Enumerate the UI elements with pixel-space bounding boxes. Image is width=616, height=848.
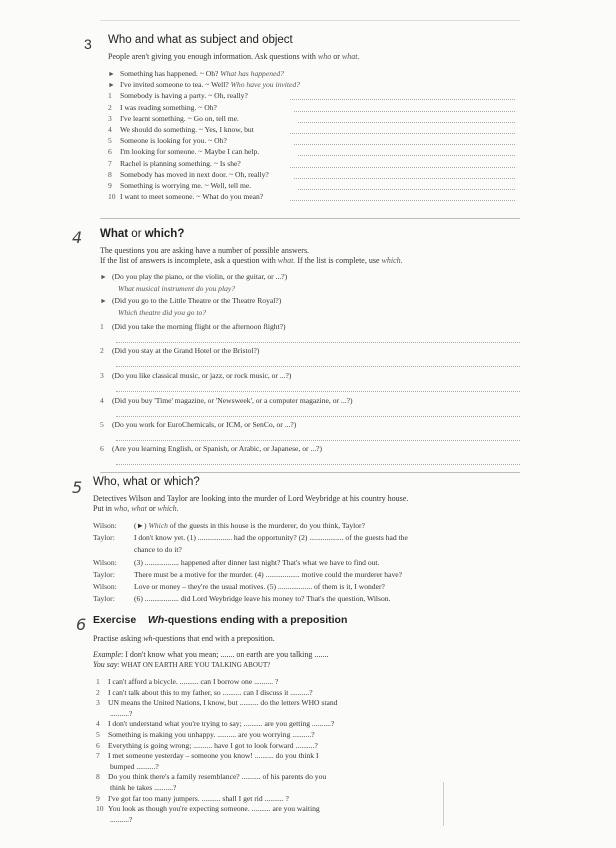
item-text: I can't afford a bicycle. .......... can I borrow one .......... ? xyxy=(108,677,279,686)
item-number: 7 xyxy=(108,158,112,168)
title-or: or xyxy=(128,228,145,240)
item-text: Someone is looking for you. ~ Oh? xyxy=(120,136,227,146)
exercise-row xyxy=(100,346,259,355)
item-text: bumped ..........? xyxy=(110,761,159,771)
exercise-row xyxy=(100,444,322,453)
item-text: I can't talk about this to my father, so .......... can I discuss it ..........? xyxy=(108,687,313,697)
item-number: 1 xyxy=(108,91,112,101)
exercise-row xyxy=(96,688,313,697)
exercise-row xyxy=(96,772,326,781)
item-text: We should do something. ~ Yes, I know, but xyxy=(120,125,254,134)
title-exercise: Exercise xyxy=(93,614,137,626)
intro-text: If the list is complete, use xyxy=(295,256,382,265)
intro-what: what. xyxy=(277,256,296,265)
exercise-row xyxy=(110,815,132,824)
section-6-number: 6 xyxy=(76,615,87,634)
item-text: I'm looking for someone. ~ Maybe I can help. xyxy=(120,147,260,157)
item-question: (Did you take the morning flight or the afternoon flight?) xyxy=(112,322,286,331)
exercise-row xyxy=(96,719,334,728)
exercise-row xyxy=(96,741,318,750)
margin-mark xyxy=(443,782,444,826)
example-row xyxy=(108,80,300,90)
example-marker: ► xyxy=(100,273,107,281)
example-answer: What musical instrument do you play? xyxy=(118,284,236,293)
speaker-name: Wilson: xyxy=(93,558,117,567)
item-number: 3 xyxy=(108,113,112,123)
section-5-title: Who, what or which? xyxy=(93,476,200,488)
item-number: 9 xyxy=(108,181,112,190)
exercise-row xyxy=(108,159,241,168)
exercise-row xyxy=(108,136,227,145)
dialogue-line xyxy=(134,582,385,591)
answer-line xyxy=(294,111,515,112)
item-number: 1 xyxy=(96,677,100,686)
exercise-row xyxy=(108,91,248,100)
item-number: 3 xyxy=(100,371,104,380)
item-text: Somebody is having a party. ~ Oh, really? xyxy=(120,91,248,101)
dialogue-line xyxy=(134,594,391,603)
speaker-name: Wilson: xyxy=(93,521,117,530)
item-text: think he takes ..........? xyxy=(110,783,177,792)
dialogue-text: (3) .................. happened after dinner last night? That's what we have to find out. xyxy=(134,558,380,567)
exercise-row xyxy=(96,804,320,813)
instructions-who: who xyxy=(317,52,332,61)
example-row xyxy=(100,272,287,282)
intro-who-what: who, what xyxy=(113,504,147,513)
item-question: (Do you work for EuroChemicals, or ICM, or SenCo, or ...?) xyxy=(112,420,297,429)
answer-line xyxy=(294,144,515,145)
section-5-intro-2 xyxy=(93,504,179,514)
item-text: Do you think there's a family resemblance? .......... of his parents do you xyxy=(108,772,327,782)
say-label: You say xyxy=(93,660,118,669)
dialogue-text: chance to do it? xyxy=(134,545,182,554)
item-number: 4 xyxy=(100,396,104,405)
item-number: 3 xyxy=(96,698,100,708)
item-number: 6 xyxy=(96,740,100,750)
item-text: I want to meet someone. ~ What do you mean? xyxy=(120,192,264,202)
example-marker: ► xyxy=(100,297,107,305)
example-marker: ► xyxy=(108,70,115,78)
example-answer: What has happened? xyxy=(220,69,284,78)
item-number: 4 xyxy=(108,125,112,134)
item-text: Something is worrying me. ~ Well, tell me. xyxy=(120,181,252,190)
item-question: (Did you buy 'Time' magazine, or 'Newsweek', or a computer magazine, or ...?) xyxy=(112,396,353,405)
item-text: Somebody has moved in next door. ~ Oh, really? xyxy=(120,169,269,179)
dialogue-line xyxy=(134,558,379,567)
item-number: 10 xyxy=(96,804,104,814)
item-number: 7 xyxy=(96,751,100,761)
answer-line xyxy=(298,189,515,190)
intro-wh: wh xyxy=(143,634,153,643)
speaker-name: Taylor: xyxy=(93,533,115,542)
title-what: What xyxy=(100,228,129,240)
section-5-intro-1: Detectives Wilson and Taylor are looking into the murder of Lord Weybridge at his country house. xyxy=(93,494,409,503)
top-rule xyxy=(100,20,520,21)
answer-line xyxy=(298,122,515,123)
speaker-name: Taylor: xyxy=(93,570,115,579)
item-text: You look as though you're expecting someone. .......... are you waiting xyxy=(108,804,320,814)
exercise-row xyxy=(108,125,254,134)
section-6-example xyxy=(93,650,328,660)
section-4-intro-1: The questions you are asking have a number of possible answers. xyxy=(100,246,310,255)
dialogue-line xyxy=(134,545,182,554)
title-wh: Wh xyxy=(147,614,165,626)
item-number: 8 xyxy=(96,772,100,782)
title-rest: -questions ending with a preposition xyxy=(164,614,348,626)
example-row xyxy=(108,69,284,79)
exercise-row xyxy=(110,762,159,771)
exercise-row xyxy=(96,794,289,803)
answer-line xyxy=(290,99,515,100)
example-question: (Do you play the piano, or the violin, or the guitar, or ...?) xyxy=(112,272,288,281)
example-text: Something has happened. ~ Oh? xyxy=(120,69,221,78)
item-question: (Are you learning English, or Spanish, or Arabic, or Japanese, or ...?) xyxy=(112,444,323,453)
section-divider xyxy=(100,218,520,219)
section-5-number: 5 xyxy=(72,478,83,497)
item-text: ..........? xyxy=(110,708,133,718)
exercise-row xyxy=(100,420,296,429)
answer-line xyxy=(290,133,515,134)
dialogue-text: (6) .................. did Lord Weybridge leave his money to? That's the question, Wilson. xyxy=(134,594,391,603)
item-text: I've learnt something. ~ Go on, tell me. xyxy=(120,113,239,123)
exercise-row xyxy=(96,698,337,707)
exercise-row xyxy=(96,677,278,686)
exercise-row xyxy=(96,730,315,739)
example-label: Example xyxy=(93,650,121,659)
example-text: I've invited someone to tea. ~ Well? xyxy=(120,80,231,90)
instructions-text: People aren't giving you enough information. Ask questions with xyxy=(108,52,318,61)
dialogue-line xyxy=(134,533,408,542)
exercise-row xyxy=(108,181,251,190)
section-6-title xyxy=(93,614,347,626)
item-text: UN means the United Nations, I know, but .......... do the letters WHO stand xyxy=(108,698,338,708)
item-text: I've got far too many jumpers. .......... shall I get rid .......... ? xyxy=(108,793,289,803)
item-number: 5 xyxy=(96,730,100,739)
dialogue-text: I don't know yet. (1) .................. had the opportunity? (2) .................. of the guests had the xyxy=(134,533,408,542)
answer-line xyxy=(298,155,515,156)
section-4-number: 4 xyxy=(72,228,83,247)
example-question: (Did you go to the Little Theatre or the Theatre Royal?) xyxy=(112,296,282,305)
dialogue-text: Love or money – they're the usual motives. (5) .................. of them is it, I wonder? xyxy=(134,582,385,591)
section-6-say xyxy=(93,660,270,670)
item-question: (Did you stay at the Grand Hotel or the Bristol?) xyxy=(112,346,260,355)
exercise-row xyxy=(100,322,286,331)
exercise-row xyxy=(108,103,217,112)
dialogue-text: of the guests in this house is the murderer, do you think, Taylor? xyxy=(167,521,365,530)
intro-text: Put in xyxy=(93,504,114,513)
item-text: Rachel is planning something. ~ Is she? xyxy=(120,158,241,168)
intro-text: -questions that end with a preposition. xyxy=(152,634,275,643)
title-which: which? xyxy=(144,228,185,240)
exercise-row xyxy=(100,396,353,405)
answer-line xyxy=(116,440,520,441)
item-number: 8 xyxy=(108,169,112,179)
answer-line xyxy=(294,178,515,179)
example-text: : I don't know what you mean; ....... on earth are you talking ....... xyxy=(121,650,329,659)
instructions-what: what. xyxy=(341,52,360,61)
section-6-intro xyxy=(93,634,275,644)
item-number: 1 xyxy=(100,322,104,331)
answer-line xyxy=(116,416,520,417)
item-text: ..........? xyxy=(110,814,133,824)
dialogue-text: (►) xyxy=(134,521,149,530)
answer-line xyxy=(116,342,520,343)
answer-line xyxy=(116,464,520,465)
dialogue-answer: Which xyxy=(148,521,168,530)
item-number: 2 xyxy=(96,687,100,697)
exercise-row xyxy=(108,192,263,201)
section-4-intro-2 xyxy=(100,256,403,266)
example-answer: Which theatre did you go to? xyxy=(118,308,207,317)
speaker-name: Taylor: xyxy=(93,594,115,603)
answer-line xyxy=(116,391,520,392)
exercise-row xyxy=(110,709,132,718)
item-number: 4 xyxy=(96,719,100,729)
item-number: 9 xyxy=(96,793,100,803)
item-number: 2 xyxy=(108,102,112,112)
exercise-row xyxy=(96,751,318,760)
item-text: I met someone yesterday – someone you know! .......... do you think I xyxy=(108,751,319,761)
item-text: I don't understand what you're trying to say; .......... are you getting ..........? xyxy=(108,719,335,729)
item-question: (Do you like classical music, or jazz, or rock music, or ...?) xyxy=(112,371,292,380)
item-text: Something is making you unhappy. .......... are you worrying ..........? xyxy=(108,730,315,739)
instructions-or: or xyxy=(331,52,342,61)
section-3-instructions xyxy=(108,52,359,62)
exercise-row xyxy=(108,170,269,179)
example-row xyxy=(100,296,281,306)
section-divider xyxy=(100,472,520,473)
section-4-title xyxy=(100,228,184,240)
answer-line xyxy=(290,200,515,201)
intro-text: Practise asking xyxy=(93,634,144,643)
intro-text: If the list of answers is incomplete, ask a question with xyxy=(100,256,278,265)
dialogue-line xyxy=(134,570,402,579)
item-number: 5 xyxy=(100,420,104,429)
speaker-name: Wilson: xyxy=(93,582,117,591)
answer-line xyxy=(290,167,515,168)
say-text: : WHAT ON EARTH ARE YOU TALKING ABOUT? xyxy=(117,661,271,669)
answer-line xyxy=(116,366,520,367)
item-number: 10 xyxy=(108,192,116,202)
item-text: I was reading something. ~ Oh? xyxy=(120,102,217,112)
item-number: 5 xyxy=(108,136,112,146)
item-text: Everything is going wrong; .......... have I got to look forward ..........? xyxy=(108,740,318,750)
exercise-row xyxy=(110,783,176,792)
intro-which: which. xyxy=(381,256,403,265)
intro-text: or xyxy=(146,504,158,513)
item-number: 2 xyxy=(100,346,104,355)
example-marker: ► xyxy=(108,81,115,90)
section-3-number: 3 xyxy=(84,36,92,52)
item-number: 6 xyxy=(100,444,104,453)
intro-which: which. xyxy=(157,504,179,513)
exercise-row xyxy=(108,114,239,123)
exercise-row xyxy=(100,371,291,380)
example-answer: Who have you invited? xyxy=(230,80,300,90)
section-3-title: Who and what as subject and object xyxy=(108,34,293,46)
item-number: 6 xyxy=(108,147,112,157)
exercise-row xyxy=(108,147,259,156)
dialogue-text: There must be a motive for the murder. (4) .................. motive could the murderer have? xyxy=(134,570,403,579)
dialogue-line xyxy=(134,521,365,530)
